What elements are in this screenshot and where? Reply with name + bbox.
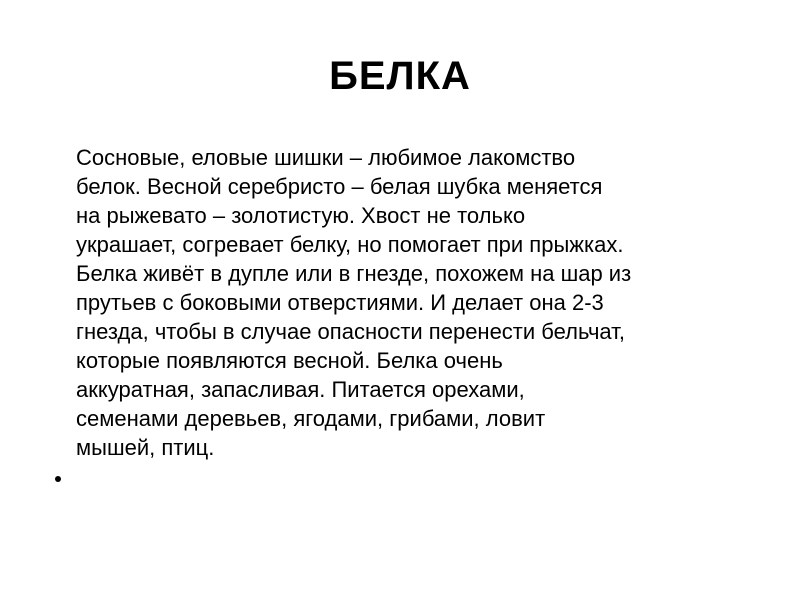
paragraph-line-2: белок. Весной серебристо – белая шубка меняется [76, 174, 603, 199]
empty-bullet-point [55, 476, 61, 482]
paragraph-line-10: семенами деревьев, ягодами, грибами, ловит [76, 406, 546, 431]
paragraph-line-8: которые появляются весной. Белка очень [76, 348, 503, 373]
paragraph-line-7: гнезда, чтобы в случае опасности перенести бельчат, [76, 319, 625, 344]
paragraph-line-4: украшает, согревает белку, но помогает при прыжках. [76, 232, 624, 257]
paragraph-line-9: аккуратная, запасливая. Питается орехами, [76, 377, 525, 402]
paragraph-line-1: Сосновые, еловые шишки – любимое лакомство [76, 145, 576, 170]
paragraph-line-6: прутьев с боковыми отверстиями. И делает она 2-3 [76, 290, 604, 315]
paragraph-line-3: на рыжевато – золотистую. Хвост не только [76, 203, 526, 228]
paragraph-line-11: мышей, птиц. [76, 435, 215, 460]
slide-title: БЕЛКА [329, 54, 471, 98]
paragraph-line-5: Белка живёт в дупле или в гнезде, похожем на шар из [76, 261, 632, 286]
